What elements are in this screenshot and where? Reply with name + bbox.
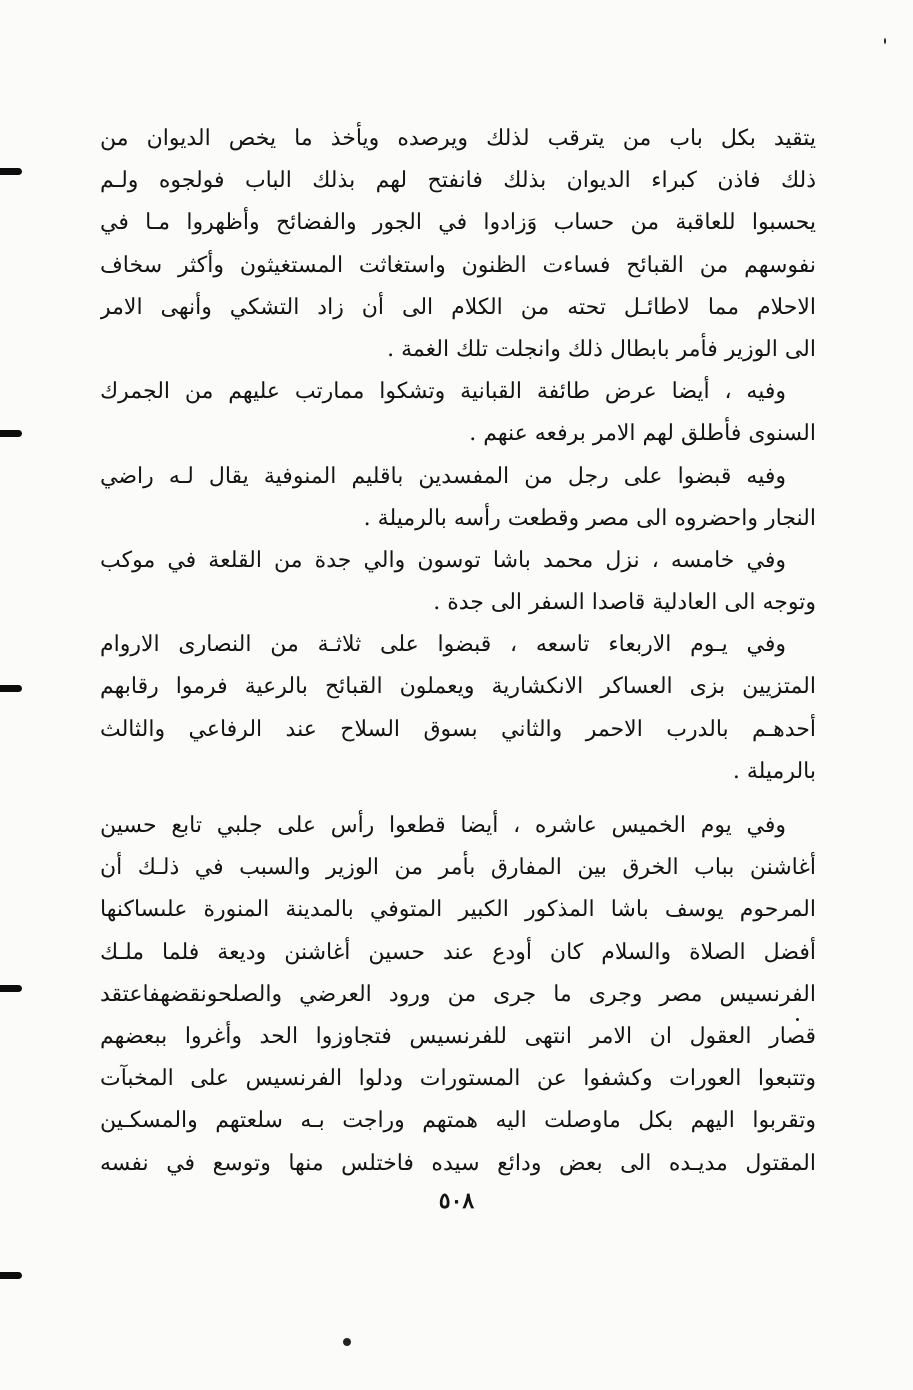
text-line: وتوجه الى العادلية قاصدا السفر الى جدة .: [433, 590, 816, 616]
paragraph-gap: [100, 793, 816, 805]
binding-mark: [0, 168, 22, 175]
paragraph-6: [100, 805, 816, 1185]
text-line: المتزيين بزى العساكر الانكشارية ويعملون القبائح بالرعية فرموا رقابهم: [100, 674, 816, 700]
text-line: وفيه قبضوا على رجل من المفسدين باقليم المنوفية يقال لـه راضي: [100, 463, 786, 489]
text-line: نفوسهم من القبائح فساءت الظنون واستغاثت المستغيثون وأكثر سخاف: [100, 252, 816, 278]
paragraph-2: [100, 371, 816, 455]
binding-mark: [0, 685, 22, 692]
text-line: قصار العقول ان الامر انتهى للفرنسيس فتجاوزوا الحد وأغروا ببعضهم: [100, 1023, 816, 1049]
text-line: وفي يـوم الاربعاء تاسعه ، قبضوا على ثلاثـة من النصارى الاروام: [100, 632, 786, 658]
text-line: السنوى فأطلق لهم الامر برفعه عنهم .: [469, 421, 816, 447]
text-line: أفضل الصلاة والسلام كان أودع عند حسين أغاشنن وديعة فلما ملـك: [100, 939, 816, 965]
text-line: المرحوم يوسف باشا المذكور الكبير المتوفي بالمدينة المنورة علىساكنها: [100, 897, 816, 923]
binding-mark: [0, 985, 22, 992]
text-line: وفي يوم الخميس عاشره ، أيضا قطعوا رأس على جلبي تابع حسين: [100, 813, 786, 838]
text-line: الى الوزير فأمر بابطال ذلك وانجلت تلك الغمة .: [387, 336, 816, 362]
text-line: وتتبعوا العورات وكشفوا عن المستورات ودلوا الفرنسيس على المخبآت: [100, 1066, 816, 1092]
text-line: وفي خامسه ، نزل محمد باشا توسون والي جدة من القلعة في موكب: [100, 547, 786, 573]
text-line: ذلك فاذن كبراء الديوان بذلك فانفتح لهم بذلك الباب فولجوه ولـم: [100, 168, 816, 194]
text-line: وتقربوا اليهم بكل ماوصلت اليه همتهم وراجت بـه سلعتهم والمسكـين: [100, 1108, 816, 1134]
text-line: بالرميلة .: [732, 758, 816, 784]
text-line: النجار واحضروه الى مصر وقطعت رأسه بالرميلة .: [363, 505, 816, 531]
page-number: ٥٠٨: [438, 1188, 475, 1214]
text-line: وفيه ، أيضا عرض طائفة القبانية وتشكوا ممارتب عليهم من الجمرك: [100, 379, 786, 405]
body-text: [100, 118, 816, 1185]
binding-mark: [0, 430, 22, 437]
paragraph-4: [100, 540, 816, 624]
paragraph-3: [100, 456, 816, 540]
text-line: يتقيد بكل باب من يترقب لذلك ويرصده ويأخذ ما يخص الديوان من: [100, 126, 816, 151]
text-line: الاحلام مما لاطائـل تحته من الكلام الى أن زاد التشكي وأنهى الامر: [100, 294, 816, 320]
text-line: يحسبوا للعاقبة من حساب وَزادوا في الجور والفضائح وأظهروا مـا في: [100, 210, 816, 236]
scan-speck: [884, 38, 886, 44]
text-line: المقتول مديـده الى بعض ودائع سيده فاختلس منها وتوسع في نفسه: [100, 1150, 816, 1176]
scan-speck: [343, 1338, 351, 1346]
text-line: الفرنسيس مصر وجرى ما جرى من ورود العرضي والصلحونقضهفاعتقد: [100, 981, 816, 1007]
binding-mark: [0, 1272, 22, 1279]
text-line: أغاشنن بباب الخرق بين المفارق بأمر من الوزير والسبب في ذلـك أن: [100, 855, 816, 881]
text-line: أحدهـم بالدرب الاحمر والثاني بسوق السلاح عند الرفاعي والثالث: [100, 716, 816, 742]
paragraph-1: [100, 118, 816, 371]
paragraph-5: [100, 624, 816, 793]
